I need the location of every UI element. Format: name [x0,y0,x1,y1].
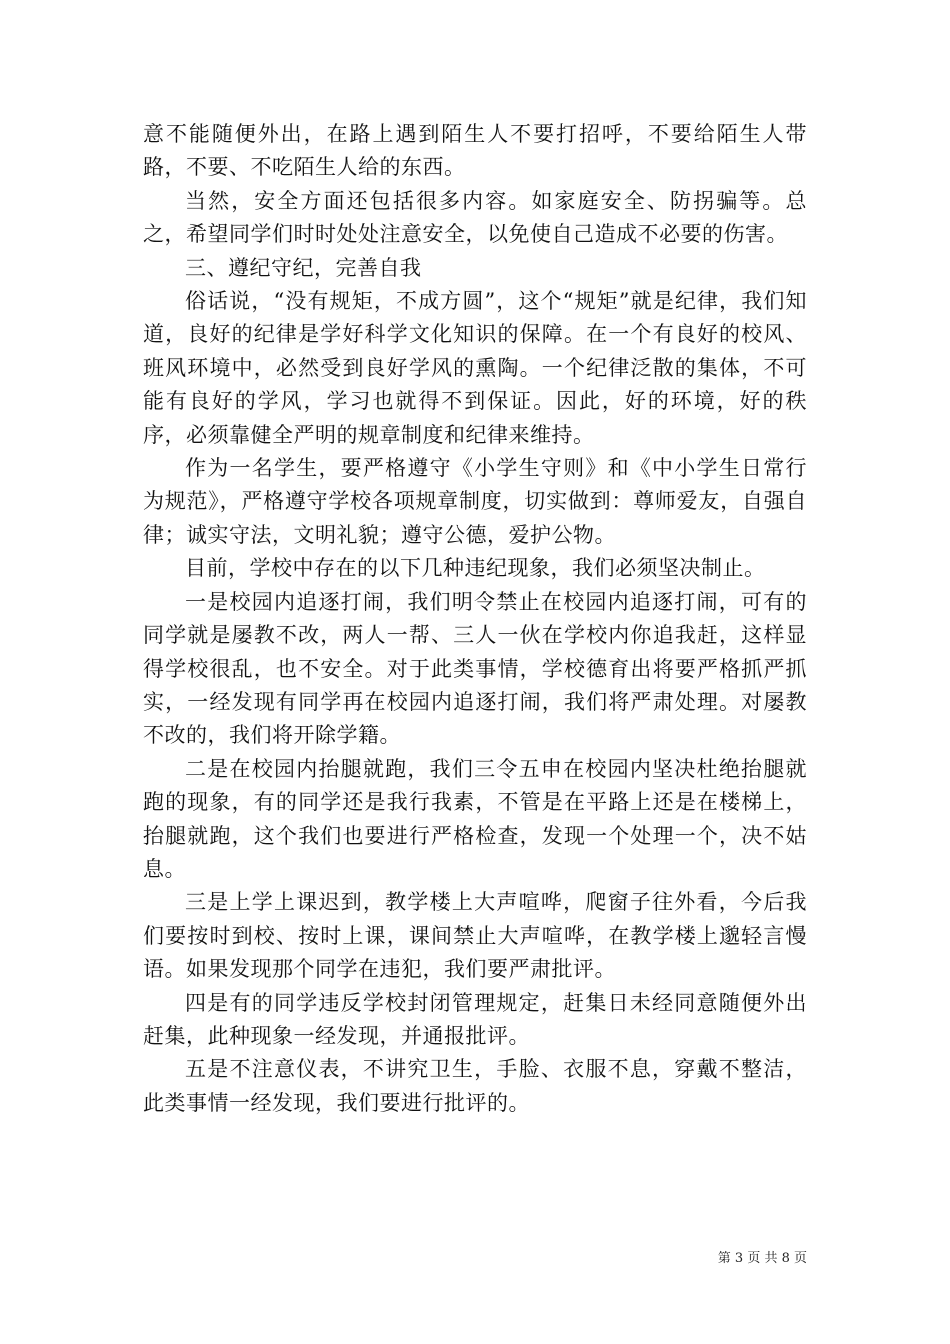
paragraph-4: 俗话说，“没有规矩，不成方圆”，这个“规矩”就是纪律，我们知道，良好的纪律是学好科学文化知识的保障。在一个有良好的校风、班风环境中，必然受到良好学风的熏陶。一个纪律泛散的集体，不可能有良好的学风，学习也就得不到保证。因此，好的环境，好的秩序，必须靠健全严明的规章制度和纪律来维持。 [143,289,807,447]
paragraph-6: 目前，学校中存在的以下几种违纪现象，我们必须坚决制止。 [185,556,766,581]
paragraph-2: 当然，安全方面还包括很多内容。如家庭安全、防拐骗等。总之，希望同学们时时处处注意安全，以免使自己造成不必要的伤害。 [143,188,807,247]
paragraph-10: 四是有的同学违反学校封闭管理规定，赶集日未经同意随便外出赶集，此种现象一经发现，并通报批评。 [143,990,807,1048]
paragraph-11: 五是不注意仪表，不讲究卫生，手脸、衣服不息，穿戴不整洁，此类事情一经发现，我们要进行批评的。 [143,1057,807,1115]
paragraph-7: 一是校园内追逐打闹，我们明令禁止在校园内追逐打闹，可有的同学就是屡教不改，两人一帮、三人一伙在学校内你追我赶，这样显得学校很乱，也不安全。对于此类事情，学校德育出将要严格抓严抓实，一经发现有同学再在校园内追逐打闹，我们将严肃处理。对屡教不改的，我们将开除学籍。 [143,589,807,748]
paragraph-1: 意不能随便外出，在路上遇到陌生人不要打招呼，不要给陌生人带路，不要、不吃陌生人给的东西。 [143,122,807,180]
section-heading: 三、遵纪守纪，完善自我 [185,255,422,280]
body-text [143,118,807,1120]
paragraph-9: 三是上学上课迟到，教学楼上大声喧哗，爬窗子往外看，今后我们要按时到校、按时上课，课间禁止大声喧哗，在教学楼上邈轻言慢语。如果发现那个同学在违犯，我们要严肃批评。 [143,890,807,982]
page-number: 第 3 页 共 8 页 [717,1251,807,1266]
paragraph-5: 作为一名学生，要严格遵守《小学生守则》和《中小学生日常行为规范》，严格遵守学校各项规章制度，切实做到：尊师爱友，自强自律；诚实守法，文明礼貌；遵守公德，爱护公物。 [143,456,807,547]
paragraph-8: 二是在校园内抬腿就跑，我们三令五申在校园内坚决杜绝抬腿就跑的现象，有的同学还是我行我素，不管是在平路上还是在楼梯上，抬腿就跑，这个我们也要进行严格检查，发现一个处理一个，决不姑息。 [143,756,807,881]
